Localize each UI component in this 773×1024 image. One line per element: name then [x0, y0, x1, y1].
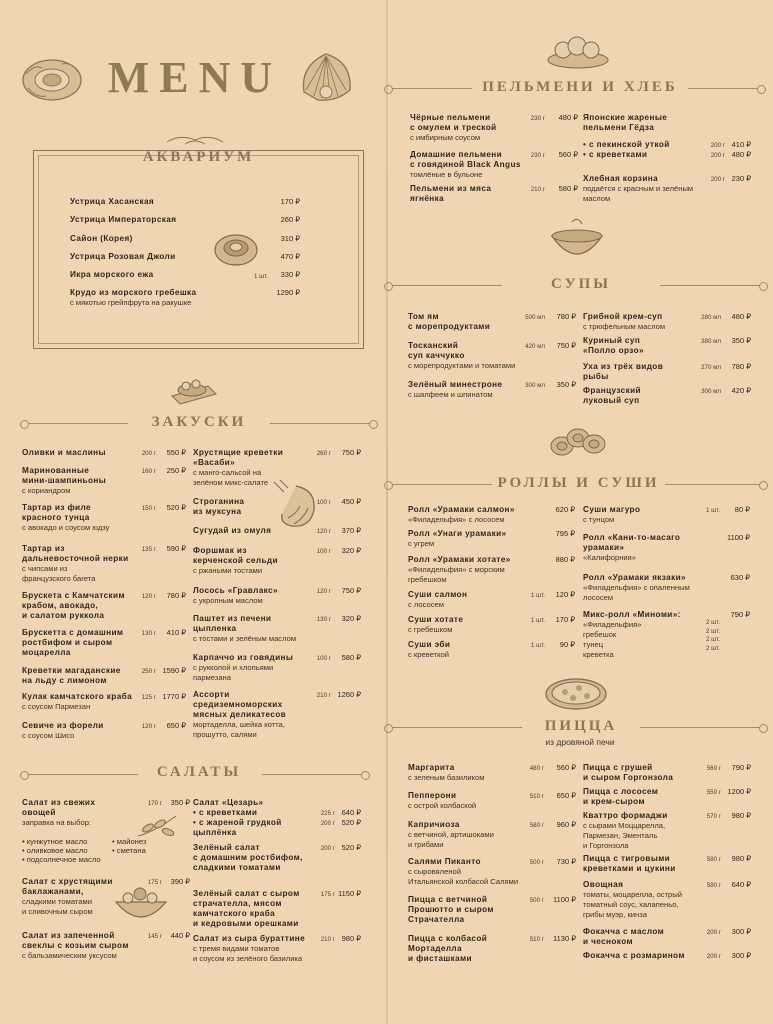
item-name: Оливки и маслины [22, 448, 106, 457]
item-price: 1100 ₽ [727, 533, 750, 542]
item-name: Пепперони [408, 791, 457, 800]
section-title-dumplings: ПЕЛЬМЕНИ И ХЛЕБ [482, 79, 678, 95]
item-price: 1130 ₽ [553, 934, 576, 943]
item-price: 795 ₽ [555, 529, 575, 538]
item-description: заправка на выбор: [22, 818, 92, 827]
item-weight: 200 г [706, 929, 721, 936]
item-description: с трюфельным маслом [583, 322, 666, 331]
item-description: с сыровяленой Итальянской колбасой Салями [408, 867, 519, 886]
oyster-icon [20, 54, 84, 106]
section-title-aquarium: АКВАРИУМ [142, 149, 255, 165]
item-name: Зелёный минестроне [408, 380, 503, 389]
item-weight: 300 мл [525, 382, 545, 389]
item-name: Суши хотате [408, 615, 464, 624]
item-weight: 1 шт. [531, 592, 545, 599]
item-name: • с креветками [193, 808, 258, 817]
item-description: «Филадельфия» с опаленным лососем [583, 583, 690, 602]
item-price: 480 ₽ [731, 150, 751, 159]
item-name: Креветки магаданские на льду с лимоном [22, 666, 121, 685]
item-price: 640 ₽ [341, 808, 361, 817]
item-price: 560 ₽ [558, 150, 578, 159]
item-name: Брускета с Камчатским крабом, авокадо, и салатом руккола [22, 591, 125, 620]
item-price: 260 ₽ [280, 215, 300, 224]
item-weight: 120 г [316, 528, 331, 535]
item-price: 1590 ₽ [162, 666, 186, 675]
item-weight: 120 г [141, 593, 156, 600]
item-weight: 150 г [141, 505, 156, 512]
item-price: 320 ₽ [341, 614, 361, 623]
item-weight: 130 г [316, 616, 331, 623]
item-weight: 300 мл [701, 388, 721, 395]
item-weight: 200 г [706, 953, 721, 960]
item-description: сладкими томатами и сливочным сыром [22, 897, 93, 916]
item-weight: 580 г [529, 822, 544, 829]
item-name: Ролл «Урамаки салмон» [408, 505, 515, 514]
item-weight: 200 г [320, 820, 335, 827]
item-price: 410 ₽ [166, 628, 186, 637]
item-name: Суши эби [408, 640, 451, 649]
item-weight: 125 г [141, 694, 156, 701]
item-price: 520 ₽ [341, 818, 361, 827]
dressing-option: • подсолнечное масло [22, 855, 101, 864]
item-weight: 550 г [706, 789, 721, 796]
item-description: с тремя видами томатов и соусом из зелёного базилика [193, 944, 303, 963]
item-price: 650 ₽ [556, 791, 576, 800]
item-weight: 145 г [147, 933, 162, 940]
item-price: 310 ₽ [280, 234, 300, 243]
item-name: Паштет из печени цыпленка [193, 614, 272, 633]
item-name: Хлебная корзина [583, 174, 659, 183]
item-price: 390 ₽ [170, 877, 190, 886]
item-name: Устрица Хасанская [70, 197, 155, 206]
item-price: 90 ₽ [559, 640, 575, 649]
shrimp-icon [270, 478, 322, 534]
sushi-icon [546, 418, 608, 464]
item-price: 980 ₽ [731, 811, 751, 820]
item-price: 350 ₽ [731, 336, 751, 345]
item-price: 470 ₽ [280, 252, 300, 261]
item-price: 230 ₽ [731, 174, 751, 183]
item-description: «Филадельфия» с лососем [408, 515, 505, 524]
item-name: • с пекинской уткой [583, 140, 670, 149]
item-description: мортаделла, шейка котта, прошутто, салями [193, 720, 285, 739]
item-price: 780 ₽ [731, 362, 751, 371]
item-name: Крудо из морского гребешка [70, 288, 197, 297]
item-name: Маргарита [408, 763, 455, 772]
scallop-icon [296, 48, 358, 106]
item-name: Зелёный салат с домашним ростбифом, сладкими томатами [193, 843, 303, 872]
item-price: 640 ₽ [731, 880, 751, 889]
page-title: MENU [107, 53, 283, 102]
item-name: Салат из сыра бураттине [193, 934, 306, 943]
item-name: Французский луковый суп [583, 386, 641, 405]
item-name: Том ям с морепродуктами [408, 312, 491, 331]
item-name: Икра морского ежа [70, 270, 154, 279]
item-description: подаётся с красным и зелёным маслом [583, 184, 694, 203]
item-price: 350 ₽ [556, 380, 576, 389]
section-title-salads: САЛАТЫ [156, 764, 242, 780]
item-weight: 175 г [320, 891, 335, 898]
item-name: Фокачча с маслом и чесноком [583, 927, 665, 946]
item-weight: 500 г [529, 859, 544, 866]
item-weight: 200 г [710, 152, 725, 159]
item-weight: 480 г [529, 765, 544, 772]
item-name: Домашние пельмени с говядиной Black Angus [410, 150, 521, 169]
dressing-option: • сметана [112, 846, 146, 855]
item-name: Грибной крем-суп [583, 312, 663, 321]
item-description: с морепродуктами и томатами [408, 361, 516, 370]
menu-item [583, 113, 748, 133]
item-weight: 100 г [316, 548, 331, 555]
item-price: 300 ₽ [731, 951, 751, 960]
item-price: 170 ₽ [280, 197, 300, 206]
item-description: с лососем [408, 600, 444, 609]
item-weight: 500 г [529, 897, 544, 904]
item-weight: 100 г [316, 655, 331, 662]
item-description: томаты, моцарелла, острый томатный соус, халапеньо, грибы муэр, кинза [583, 890, 682, 919]
item-name: Суши магуро [583, 505, 641, 514]
item-name: Ролл «Урамаки якзаки» [583, 573, 687, 582]
item-price: 330 ₽ [280, 270, 300, 279]
item-name: Овощная [583, 880, 624, 889]
item-name: Салат из запеченной свеклы с козьим сыром [22, 931, 129, 950]
item-name: Кваттро формаджи [583, 811, 668, 820]
item-price: 750 ₽ [341, 586, 361, 595]
item-weight: 420 мл [525, 343, 545, 350]
dressing-option: • майонез [112, 837, 147, 846]
item-price: 560 ₽ [556, 763, 576, 772]
item-name: Фокачча с розмарином [583, 951, 685, 960]
item-weight: 1 шт. [531, 617, 545, 624]
item-name: Ролл «Кани-то-масаго урамаки» [583, 533, 681, 552]
item-name: Тартар из филе красного тунца [22, 503, 91, 522]
soup-bowl-icon [548, 216, 606, 266]
pizza-subtitle: из дровяной печи [545, 737, 615, 747]
item-price: 580 ₽ [341, 653, 361, 662]
item-weight: 510 г [529, 793, 544, 800]
item-description: с ветчиной, артишоками и грибами [408, 830, 494, 849]
item-weight: 570 г [706, 813, 721, 820]
item-description: «Филадельфия» с морским гребешком [408, 565, 505, 584]
page-fold [386, 0, 388, 1024]
dumplings-icon [545, 30, 611, 70]
item-description: с соусом Шисо [22, 731, 75, 740]
item-price: 350 ₽ [170, 798, 190, 807]
item-weight: 160 г [141, 468, 156, 475]
item-name: Ролл «Унаги урамаки» [408, 529, 507, 538]
item-name: Микс-ролл «Миноми»: [583, 610, 681, 619]
item-name: Пицца с грушей и сыром Горгонзола [583, 763, 674, 782]
item-description: с острой колбаской [408, 801, 477, 810]
item-description: с тостами и зелёным маслом [193, 634, 297, 643]
item-name: Салат из свежих овощей [22, 798, 96, 817]
item-weight: 200 г [141, 450, 156, 457]
item-description: с угрем [408, 539, 435, 548]
dressing-option: • кунжутное масло [22, 837, 88, 846]
dressing-option: • оливковое масло [22, 846, 88, 855]
item-weight: 270 мл [701, 364, 721, 371]
item-price: 550 ₽ [166, 448, 186, 457]
item-name: Форшмак из керченской сельди [193, 546, 278, 565]
item-price: 750 ₽ [556, 341, 576, 350]
item-weight: 200 г [710, 142, 725, 149]
item-name: Салями Пиканто [408, 857, 481, 866]
item-weight: 210 г [530, 186, 545, 193]
item-price: 620 ₽ [555, 505, 575, 514]
item-price: 1290 ₽ [276, 288, 300, 297]
item-weight: 135 г [141, 546, 156, 553]
herb-icon [134, 812, 180, 842]
menu-item [193, 798, 358, 808]
item-price: 1200 ₽ [727, 787, 751, 796]
item-name: Устрица Императорская [70, 215, 177, 224]
item-name: Ролл «Урамаки хотате» [408, 555, 511, 564]
item-name: Салат с хрустящими баклажанами, [22, 877, 113, 896]
item-name: Пицца с колбасой Мортаделла и фисташками [408, 934, 488, 963]
item-description: с авокадо и соусом юдзу [22, 523, 110, 532]
item-weight: 1 шт. [254, 273, 268, 280]
item-price: 1770 ₽ [162, 692, 186, 701]
item-name: Салат «Цезарь» [193, 798, 264, 807]
item-price: 520 ₽ [166, 503, 186, 512]
item-name: Тартар из дальневосточной нерки [22, 544, 129, 563]
item-name: Карпаччо из говядины [193, 653, 294, 662]
item-name: Строганина из муксуна [193, 497, 245, 516]
item-weight: 225 г [320, 810, 335, 817]
item-weight: 200 г [710, 176, 725, 183]
item-price: 420 ₽ [731, 386, 751, 395]
item-weight: 250 г [141, 668, 156, 675]
item-price: 590 ₽ [166, 544, 186, 553]
item-name: Сугудай из омуля [193, 526, 272, 535]
item-price: 120 ₽ [555, 590, 575, 599]
item-price: 630 ₽ [730, 573, 750, 582]
item-price: 880 ₽ [555, 555, 575, 564]
item-weight: 560 г [706, 765, 721, 772]
item-price: 780 ₽ [166, 591, 186, 600]
item-name: Японские жареные пельмени Гёдза [583, 113, 668, 132]
item-description: с креветкой [408, 650, 449, 659]
item-weight: 280 мл [701, 314, 721, 321]
item-description: «Калифорния» [583, 553, 637, 562]
item-description: томлёные в бульоне [410, 170, 483, 179]
item-weight: 260 г [316, 450, 331, 457]
item-name: Брускетта с домашним ростбифом и сыром моцарелла [22, 628, 124, 657]
item-price: 450 ₽ [341, 497, 361, 506]
item-name: Тосканский суп каччукко [408, 341, 465, 360]
item-name: • с креветками [583, 150, 648, 159]
item-price: 250 ₽ [166, 466, 186, 475]
item-price: 440 ₽ [170, 931, 190, 940]
item-description: с тунцом [583, 515, 615, 524]
item-price: 410 ₽ [731, 140, 751, 149]
item-weight: 210 г [316, 692, 331, 699]
item-description: с бальзамическим уксусом [22, 951, 117, 960]
item-name: Уха из трёх видов рыбы [583, 362, 664, 381]
section-title-soups: СУПЫ [550, 276, 612, 292]
item-name: Кулак камчатского краба [22, 692, 133, 701]
item-price: 480 ₽ [731, 312, 751, 321]
item-price: 980 ₽ [731, 854, 751, 863]
bruschetta-icon [168, 372, 220, 408]
item-description: с ржаными тостами [193, 566, 263, 575]
item-name: Севиче из форели [22, 721, 104, 730]
item-weight: 200 г [320, 845, 335, 852]
item-weight: 580 г [706, 856, 721, 863]
item-name: Хрустящие креветки «Васаби» [193, 448, 284, 467]
item-price: 170 ₽ [555, 615, 575, 624]
item-price: 370 ₽ [341, 526, 361, 535]
item-weight: 120 г [316, 588, 331, 595]
item-price: 780 ₽ [556, 312, 576, 321]
item-description: с зеленым базиликом [408, 773, 485, 782]
item-weight: 500 мл [525, 314, 545, 321]
item-description: с соусом Пармезан [22, 702, 91, 711]
item-name: Устрица Розовая Джоли [70, 252, 176, 261]
item-description: с манго-сальсой на зелёном микс-салате [193, 468, 269, 487]
item-name: Капричиоза [408, 820, 460, 829]
item-price: 980 ₽ [341, 934, 361, 943]
item-weight: 510 г [529, 936, 544, 943]
item-description: с имбирным соусом [410, 133, 481, 142]
section-title-rolls: РОЛЛЫ И СУШИ [497, 475, 660, 491]
item-price: 520 ₽ [341, 843, 361, 852]
item-name: Пицца с ветчиной Прошютто и сыром Страчателла [408, 895, 494, 924]
item-price: 480 ₽ [558, 113, 578, 122]
item-weight: 120 г [141, 723, 156, 730]
item-description: с рукколой и хлопьями пармезана [193, 663, 274, 682]
item-weight: 100 г [316, 499, 331, 506]
item-price: 80 ₽ [734, 505, 750, 514]
pizza-icon [543, 672, 609, 712]
item-weight: 1 шт. [531, 642, 545, 649]
item-weight: 2 шт. 2 шт. 2 шт. 2 шт. [706, 619, 720, 653]
oyster-plate-icon [212, 228, 260, 270]
item-price: 790 ₽ [731, 763, 751, 772]
item-name: Зелёный салат с сыром страчателла, мясом камчатского краба и кедровыми орешками [193, 889, 300, 928]
item-weight: 580 г [706, 882, 721, 889]
item-name: Пельмени из мяса ягнёнка [410, 184, 492, 203]
item-description: «Филадельфия» гребешок тунец креветка [583, 620, 642, 659]
item-name: Пицца с тигровыми креветками и цукини [583, 854, 676, 873]
item-price: 790 ₽ [730, 610, 750, 619]
item-name: Пицца с лососем и крем-сыром [583, 787, 659, 806]
item-name: Ассорти средиземноморских мясных деликатесов [193, 690, 287, 719]
item-price: 750 ₽ [341, 448, 361, 457]
item-description: с сырами Моццарелла, Пармезан, Эменталь и Горгонзола [583, 821, 666, 850]
item-price: 650 ₽ [166, 721, 186, 730]
item-price: 730 ₽ [556, 857, 576, 866]
item-name: Лосось «Гравлакс» [193, 586, 278, 595]
ornament-icon [165, 132, 225, 146]
item-description: с шалфеем и шпинатом [408, 390, 493, 399]
item-weight: 130 г [141, 630, 156, 637]
item-price: 1150 ₽ [338, 889, 361, 898]
item-name: Чёрные пельмени с омулем и треской [410, 113, 497, 132]
section-title-pizza: ПИЦЦА [544, 718, 618, 734]
item-description: с мякотью грейпфрута на ракушке [70, 298, 192, 307]
item-description: с гребешком [408, 625, 453, 634]
item-price: 1100 ₽ [553, 895, 576, 904]
item-weight: 230 г [530, 115, 545, 122]
salad-bowl-icon [112, 884, 170, 926]
section-title-snacks: ЗАКУСКИ [151, 414, 247, 430]
item-price: 580 ₽ [558, 184, 578, 193]
item-description: с кориандром [22, 486, 71, 495]
item-weight: 170 г [147, 800, 162, 807]
item-price: 960 ₽ [556, 820, 576, 829]
item-name: • с жареной грудкой цыплёнка [193, 818, 282, 837]
item-weight: 175 г [147, 879, 162, 886]
item-weight: 230 г [530, 152, 545, 159]
item-name: Суши салмон [408, 590, 468, 599]
item-description: с укропным маслом [193, 596, 263, 605]
item-weight: 380 мл [701, 338, 721, 345]
item-price: 300 ₽ [731, 927, 751, 936]
item-name: Сайон (Корея) [70, 234, 133, 243]
item-weight: 1 шт. [706, 507, 720, 514]
item-weight: 210 г [320, 936, 335, 943]
item-name: Маринованные мини-шампиньоны [22, 466, 107, 485]
item-name: Куриный суп «Полло орзо» [583, 336, 644, 355]
item-price: 320 ₽ [341, 546, 361, 555]
item-description: с чипсами из французского багета [22, 564, 96, 583]
item-price: 1260 ₽ [337, 690, 361, 699]
